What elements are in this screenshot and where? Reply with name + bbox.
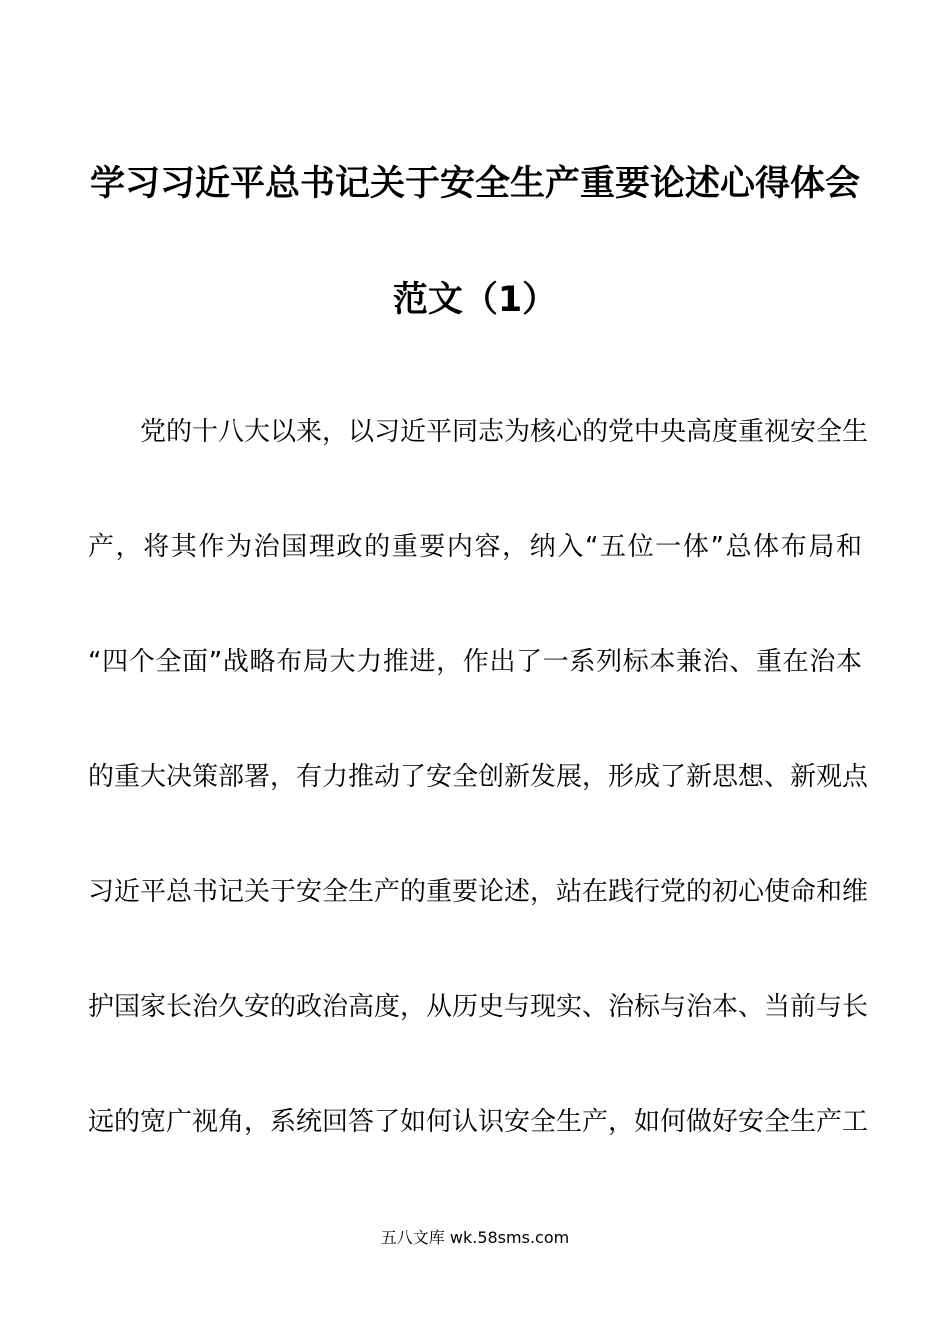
- document-title-line-1: 学习习近平总书记关于安全生产重要论述心得体会: [89, 164, 860, 204]
- body-line-2: 产，将其作为治国理政的重要内容，纳入“五位一体”总体布局和: [88, 532, 862, 562]
- body-line-5: 习近平总书记关于安全生产的重要论述，站在践行党的初心使命和维: [88, 877, 869, 907]
- body-line-7: 远的宽广视角，系统回答了如何认识安全生产，如何做好安全生产工: [88, 1107, 869, 1137]
- body-line-3: “四个全面”战略布局大力推进，作出了一系列标本兼治、重在治本: [88, 647, 862, 677]
- body-line-1: 党的十八大以来，以习近平同志为核心的党中央高度重视安全生: [140, 417, 869, 447]
- document-title-line-2: 范文（1）: [392, 280, 558, 320]
- body-line-4: 的重大决策部署，有力推动了安全创新发展，形成了新思想、新观点: [88, 762, 869, 792]
- body-line-6: 护国家长治久安的政治高度，从历史与现实、治标与治本、当前与长: [88, 992, 869, 1022]
- footer-watermark: 五八文库 wk.58sms.com: [380, 1228, 570, 1247]
